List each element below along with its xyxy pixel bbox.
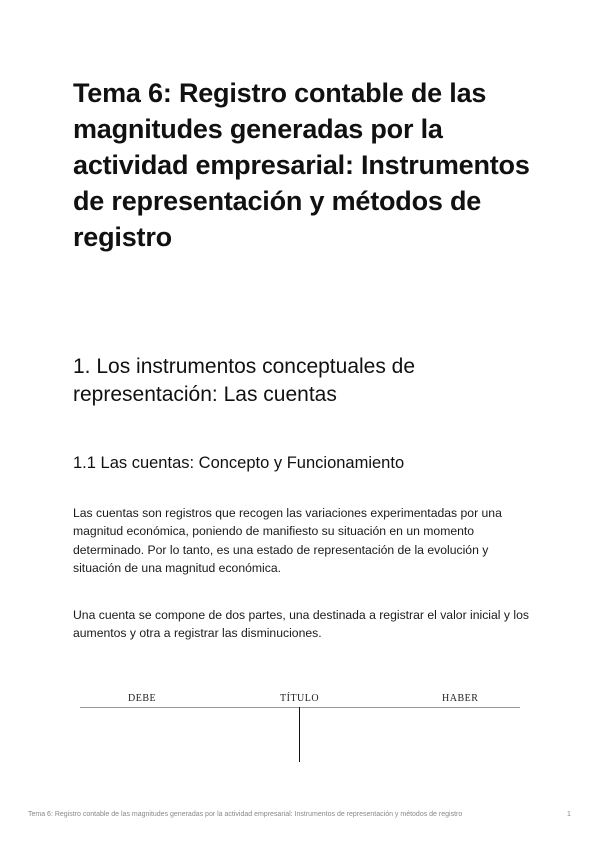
t-account-horizontal-line bbox=[80, 707, 520, 708]
t-account-title-label: TÍTULO bbox=[280, 693, 320, 704]
page-number: 1 bbox=[567, 811, 571, 818]
t-account-diagram bbox=[80, 690, 520, 765]
section-heading: 1. Los instrumentos conceptuales de representación: Las cuentas bbox=[73, 355, 416, 406]
page-footer: Tema 6: Registro contable de las magnitudes generadas por la actividad empresarial: Instrumentos de representación y métodos de registro bbox=[28, 811, 463, 818]
t-account-debe-label: DEBE bbox=[128, 693, 157, 704]
paragraph-definition: Las cuentas son registros que recogen las variaciones experimentadas por una magnitud económica, poniendo de manifiesto su situación en un momento determinado. Por lo tanto, es una estado de representación de la evolución y situación de una magnitud económica. bbox=[73, 506, 502, 576]
t-account-haber-label: HABER bbox=[442, 693, 479, 704]
document-title: Tema 6: Registro contable de las magnitudes generadas por la actividad empresarial: Instrumentos de representación y métodos de registro bbox=[73, 78, 530, 252]
paragraph-parts: Una cuenta se compone de dos partes, una destinada a registrar el valor inicial y los aumentos y otra a registrar las disminuciones. bbox=[73, 608, 529, 641]
subsection-heading: 1.1 Las cuentas: Concepto y Funcionamiento bbox=[73, 454, 405, 472]
t-account-vertical-line bbox=[299, 707, 300, 762]
